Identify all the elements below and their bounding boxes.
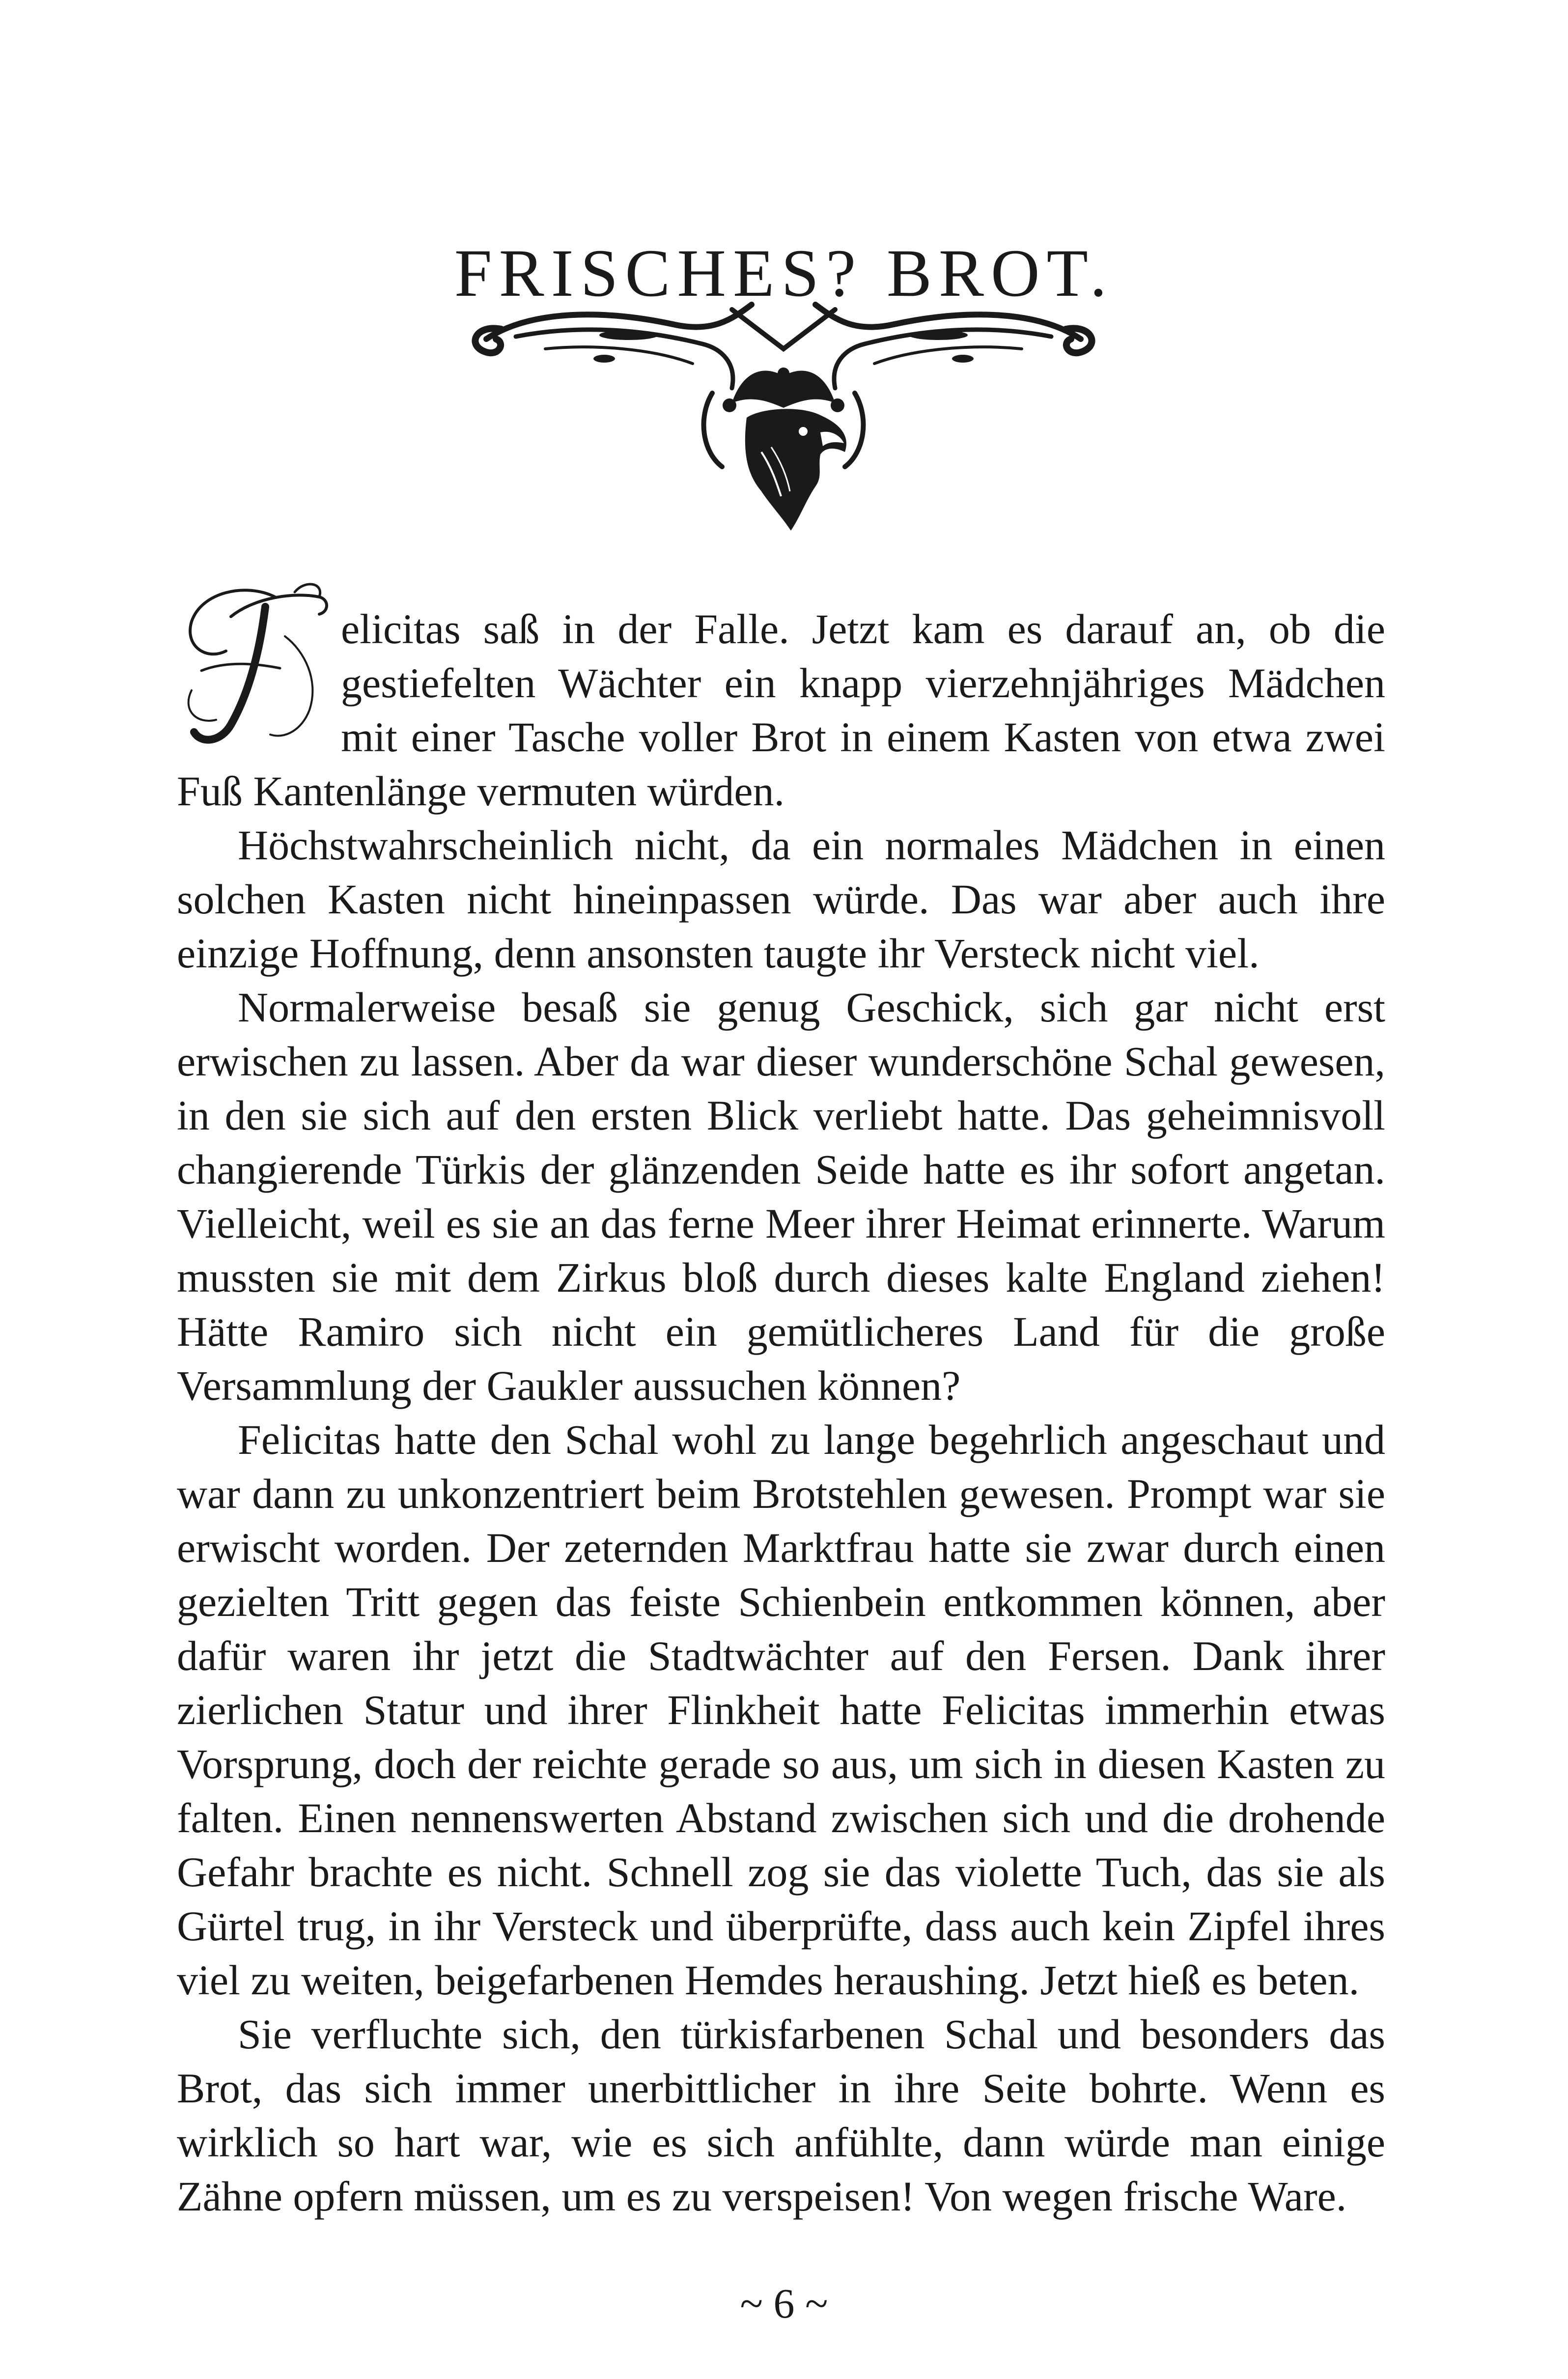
paragraph-text: elicitas saß in der Falle. Jetzt kam es darauf an, ob die gestiefelten Wächter ein knapp vierzehnjähriges Mädchen mit einer Tasche voller Brot in einem Kasten von etwa zwei Fuß Kantenlänge vermuten würden. [177,605,1385,815]
paragraph: Sie verfluchte sich, den türkisfarbenen Schal und besonders das Brot, das sich immer unerbittlicher in ihre Seite bohrte. Wenn es wirklich so hart war, wie es sich anfühlte, dann würde man einige Zähne opfern müssen, um es zu verspeisen! Von wegen frische Ware. [177,2011,1385,2220]
paragraph: Felicitas hatte den Schal wohl zu lange begehrlich angeschaut und war dann zu unkonzentriert beim Brotstehlen gewesen. Prompt war sie erwischt worden. Der zeternden Marktfrau hatte sie zwar durch einen gezielten Tritt gegen das feiste Schienbein entkommen können, aber dafür waren ihr jetzt die Stadtwächter auf den Fersen. Dank ihrer zierlichen Statur und ihrer Flinkheit hatte Felicitas immerhin etwas Vorsprung, doch der reichte gerade so aus, um sich in diesen Kasten zu falten. Einen nennenswerten Abstand zwischen sich und die drohende Gefahr brachte es nicht. Schnell zog sie das violette Tuch, das sie als Gürtel trug, in ihr Versteck und überprüfte, dass auch kein Zipfel ihres viel zu weiten, beigefarbenen Hemdes heraushing. Jetzt hieß es beten. [177,1416,1385,2004]
drop-cap-f-icon [172,577,334,739]
page-number: ~ 6 ~ [740,2280,828,2327]
paragraph: Normalerweise besaß sie genug Geschick, sich gar nicht erst erwischen zu lassen. Aber da war dieser wunderschöne Schal gewesen, in den sie sich auf den ersten Blick verliebt hatte. Das geheimnisvoll changierende Türkis der glänzenden Seide hatte es ihr sofort angetan. Vielleicht, weil es sie an das ferne Meer ihrer Heimat erinnerte. Warum mussten sie mit dem Zirkus bloß durch dieses kalte England ziehen! Hätte Ramiro sich nicht ein gemütlicheres Land für die große Versammlung der Gaukler aussuchen können? [177,984,1385,1409]
paragraph: Höchstwahrscheinlich nicht, da ein normales Mädchen in einen solchen Kasten nicht hineinpassen würde. Das war aber auch ihre einzige Hoffnung, denn ansonsten taugte ihr Versteck nicht viel. [177,821,1385,977]
paragraph [177,602,1385,818]
eagle-scroll-ornament-icon [457,290,1110,545]
chapter-body [177,602,1385,2223]
chapter-title: FRISCHES? BROT. [454,235,1114,311]
